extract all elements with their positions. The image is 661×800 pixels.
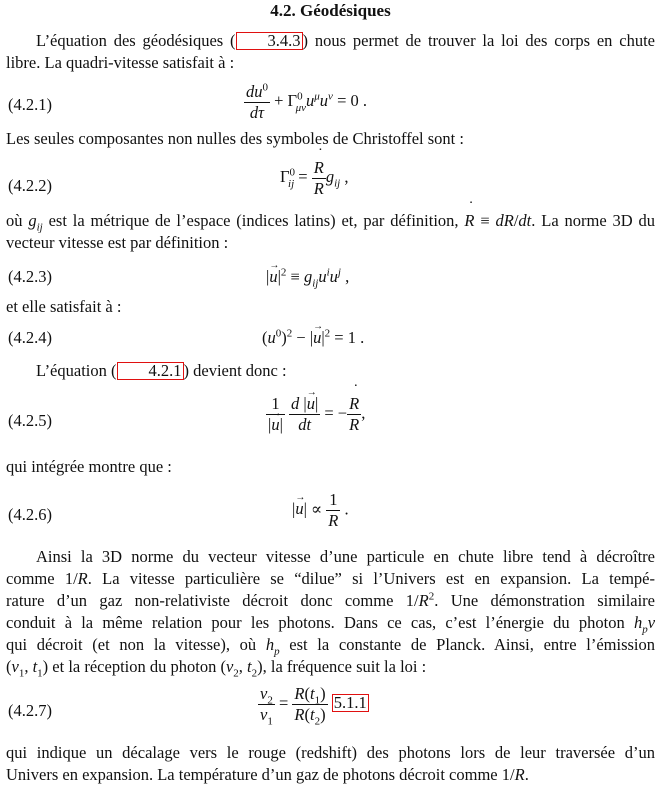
- paragraph-metric: où $g_{ij}$ est la métrique de l’espace (indices latins) et, par définition, ˙ R ≡ dR/dt. La norme 3D du vecteur vitesse est par définition :: [6, 210, 655, 254]
- equation-christoffel: $\Gamma^0_{ij}$ = ˙ $\frac{R}{R}$ $g_{ij}$ ,: [280, 158, 348, 199]
- equation-number: (4.2.6): [8, 505, 52, 524]
- p7-line3a: rature d’un gaz non-relativiste décroit donc comme: [6, 591, 406, 610]
- p7-line2a: comme: [6, 569, 65, 588]
- p7-line5b: est la constante de Planck. Ainsi, entre l’émission: [279, 635, 655, 654]
- p8-line: Univers en expansion. La température d’un gaz de photons décroit comme 1/R.: [6, 765, 529, 784]
- section-title: 4.2. Géodésiques: [270, 1, 391, 20]
- ref-link-5-1-1[interactable]: 5.1.1: [333, 693, 367, 713]
- paragraph-christoffel: Les seules composantes non nulles des symboles de Christoffel sont :: [6, 129, 464, 148]
- equation-number: (4.2.1): [8, 95, 52, 114]
- paragraph-satisfy: et elle satisfait à :: [6, 297, 122, 316]
- equation-norm: |→ $u|^2 \equiv g_{ij}u^iu^j$ ,: [266, 266, 349, 288]
- paragraph-redshift: [6, 742, 655, 786]
- p7-line3b: . Une démonstration similaire: [434, 591, 655, 610]
- p5-text-before: L’équation (: [36, 361, 117, 380]
- equation-number: (4.2.2): [8, 176, 52, 195]
- ref-link-3-4-3[interactable]: 3.4.3: [236, 32, 303, 50]
- equation-number: (4.2.7): [8, 701, 52, 720]
- p7-line2b: . La vitesse particulière se “dilue” si l’Univers est en expansion. La tempé-: [87, 569, 655, 588]
- equation-number: (4.2.5): [8, 411, 52, 430]
- p7-line: rature d’un gaz non-relativiste décroit donc comme $1/R^2$. Une démonstration similaire: [6, 590, 655, 610]
- p7-line4: conduit à la même relation pour les photons. Dans ce cas, c’est l’énergie du photon: [6, 613, 625, 632]
- paragraph-integrated: qui intégrée montre que :: [6, 457, 172, 476]
- p5-text-after: ) devient donc :: [183, 361, 287, 380]
- equation-proportional: |→ u| ∝ $\frac{1}{R}$ .: [292, 490, 349, 531]
- p3-text-a: où: [6, 211, 29, 230]
- p3-text-b: est la métrique de l’espace (indices latins) et, par définition,: [42, 211, 465, 230]
- p7-line: Ainsi la 3D norme du vecteur vitesse d’une particule en chute libre tend à décroître: [36, 547, 655, 566]
- p7-line6a: et la réception du photon: [48, 657, 221, 676]
- p7-line5a: qui décroit (et non la vitesse), où: [6, 635, 266, 654]
- paragraph-becomes: [6, 360, 655, 382]
- p7-line: qui décroit (et non la vitesse), où $h_p$ est la constante de Planck. Ainsi, entre l’émission: [6, 635, 655, 658]
- p8-line2b: .: [524, 765, 529, 784]
- p1-text-after: ) nous permet de trouver la loi des corps en chute libre. La quadri-vitesse satisfait à :: [6, 31, 655, 72]
- paragraph-dilution: [6, 546, 655, 678]
- paragraph-intro: [6, 30, 655, 74]
- equation-velocity-decay: $\frac{1}{|\to u|}$ $\frac{d |\to u|}{dt}$ = − ˙ $\frac{R}{R}$ ,: [266, 394, 365, 435]
- equation-redshift: $\frac{\nu_2}{\nu_1}$ = $\frac{R(t_1)}{R(t_2)}$ 5.1.1: [260, 684, 367, 728]
- p7-line6b: , la fréquence suit la loi :: [262, 657, 427, 676]
- equation-normalization: $(u^0)^2$ − |→ $u|^2 = 1$ .: [262, 327, 364, 349]
- equation-number: (4.2.4): [8, 328, 52, 347]
- p8-line: qui indique un décalage vers le rouge (redshift) des photons lors de leur traversée d’un: [6, 743, 655, 762]
- p7-line: comme 1/R. La vitesse particulière se “dilue” si l’Univers est en expansion. La tempé-: [6, 569, 655, 588]
- ref-link-4-2-1[interactable]: 4.2.1: [117, 362, 184, 380]
- p1-text-before: L’équation des géodésiques (: [36, 31, 236, 50]
- p7-line: ($\nu_1$, $t_1$) et la réception du photon ($\nu_2$, $t_2$), la fréquence suit la loi :: [6, 657, 427, 680]
- equation-geodesic: $\frac{du^0}{d\tau}$ + $\Gamma^0_{\mu\nu}u^\mu u^\nu = 0$ .: [246, 81, 367, 122]
- p3-text-c: . La norme 3D du vecteur vitesse est par définition :: [6, 211, 655, 252]
- p8-line2a: Univers en expansion. La température d’un gaz de photons décroit comme: [6, 765, 502, 784]
- p7-line: conduit à la même relation pour les photons. Dans ce cas, c’est l’énergie du photon $h_p\nu$: [6, 613, 656, 636]
- equation-number: (4.2.3): [8, 267, 52, 286]
